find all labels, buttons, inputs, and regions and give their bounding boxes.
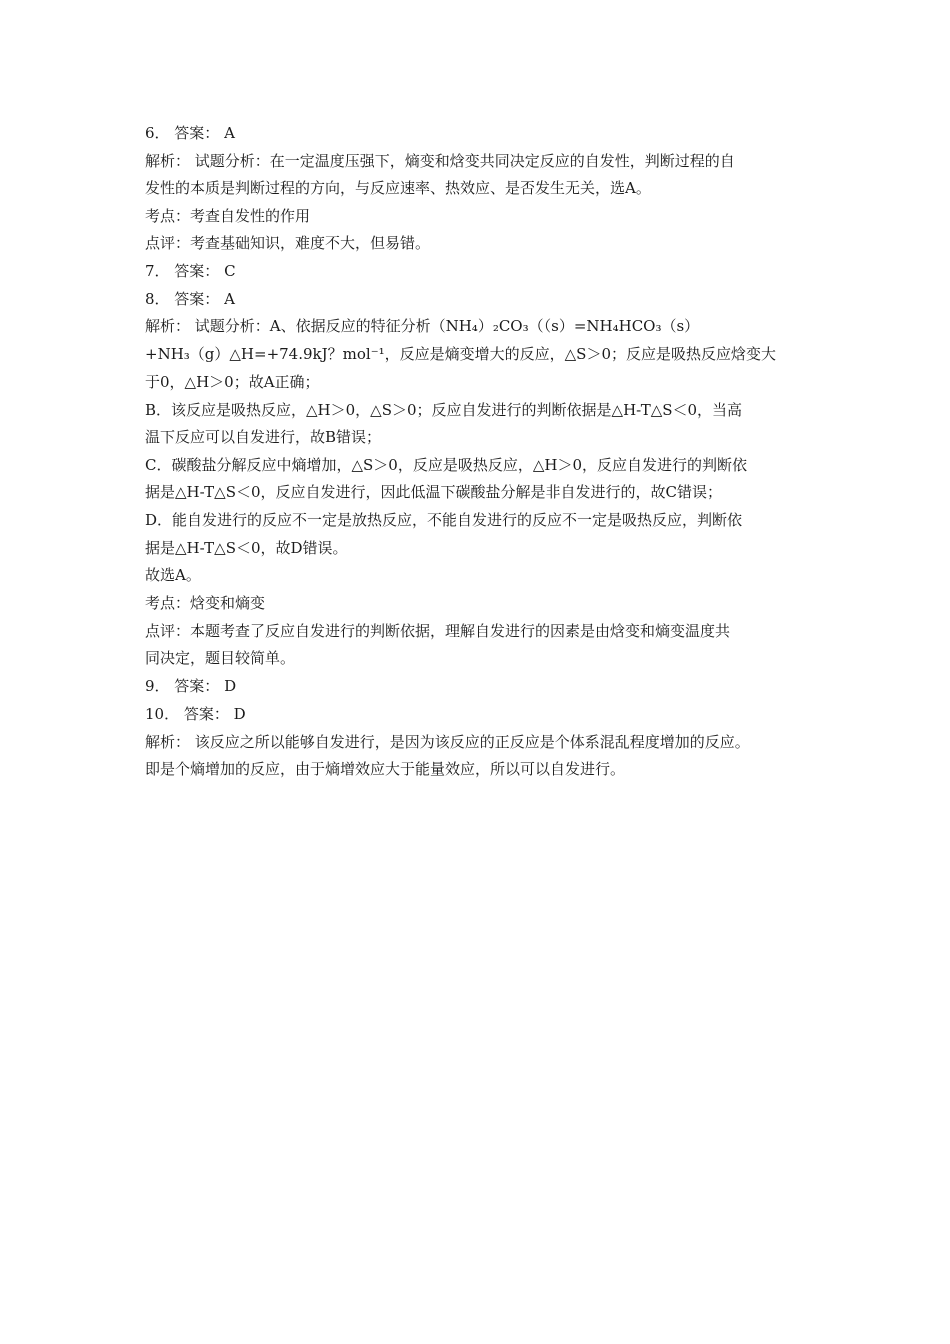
analysis-8-option-b-line-2: 温下反应可以自发进行，故B错误； (145, 428, 382, 446)
answer-8: 8． 答案： A (145, 290, 235, 308)
analysis-8-option-c-line-2: 据是△H-T△S＜0，反应自发进行，因此低温下碳酸盐分解是非自发进行的，故C错误； (145, 483, 722, 501)
answer-10: 10． 答案： D (145, 705, 246, 723)
comment-8-line-2: 同决定，题目较简单。 (145, 649, 296, 667)
key-point-6: 考点：考查自发性的作用 (145, 207, 311, 225)
analysis-8-line-2: +NH₃（g）△H=+74.9kJ？mol⁻¹，反应是熵变增大的反应，△S＞0；反应是吸热反应焓变大 (145, 345, 776, 363)
answer-6: 6． 答案： A (145, 124, 235, 142)
analysis-10-line-1: 解析： 该反应之所以能够自发进行，是因为该反应的正反应是个体系混乱程度增加的反应。 (145, 733, 750, 751)
answer-7: 7． 答案： C (145, 262, 236, 280)
analysis-10-line-2: 即是个熵增加的反应，由于熵增效应大于能量效应，所以可以自发进行。 (145, 760, 626, 778)
analysis-8-option-b-line-1: B．该反应是吸热反应，△H＞0，△S＞0；反应自发进行的判断依据是△H-T△S＜0，当高 (145, 401, 743, 419)
analysis-8-option-d-line-1: D．能自发进行的反应不一定是放热反应，不能自发进行的反应不一定是吸热反应，判断依 (145, 511, 743, 529)
analysis-8-line-3: 于0，△H＞0；故A正确； (145, 373, 320, 391)
analysis-6-line-2: 发性的本质是判断过程的方向，与反应速率、热效应、是否发生无关，选A。 (145, 179, 651, 197)
analysis-8-option-d-line-2: 据是△H-T△S＜0，故D错误。 (145, 539, 348, 557)
analysis-6-line-1: 解析： 试题分析：在一定温度压强下，熵变和焓变共同决定反应的自发性，判断过程的自 (145, 152, 735, 170)
analysis-8-option-c-line-1: C．碳酸盐分解反应中熵增加，△S＞0，反应是吸热反应，△H＞0，反应自发进行的判断依 (145, 456, 747, 474)
comment-6: 点评：考查基础知识，难度不大，但易错。 (145, 234, 431, 252)
analysis-8-line-1: 解析： 试题分析：A、依据反应的特征分析（NH₄）₂CO₃（（s）=NH₄HCO₃（s） (145, 317, 700, 335)
answer-9: 9． 答案： D (145, 677, 237, 695)
comment-8-line-1: 点评：本题考查了反应自发进行的判断依据，理解自发进行的因素是由焓变和熵变温度共 (145, 622, 731, 640)
conclusion-8: 故选A。 (145, 566, 201, 584)
key-point-8: 考点：焓变和熵变 (145, 594, 266, 612)
